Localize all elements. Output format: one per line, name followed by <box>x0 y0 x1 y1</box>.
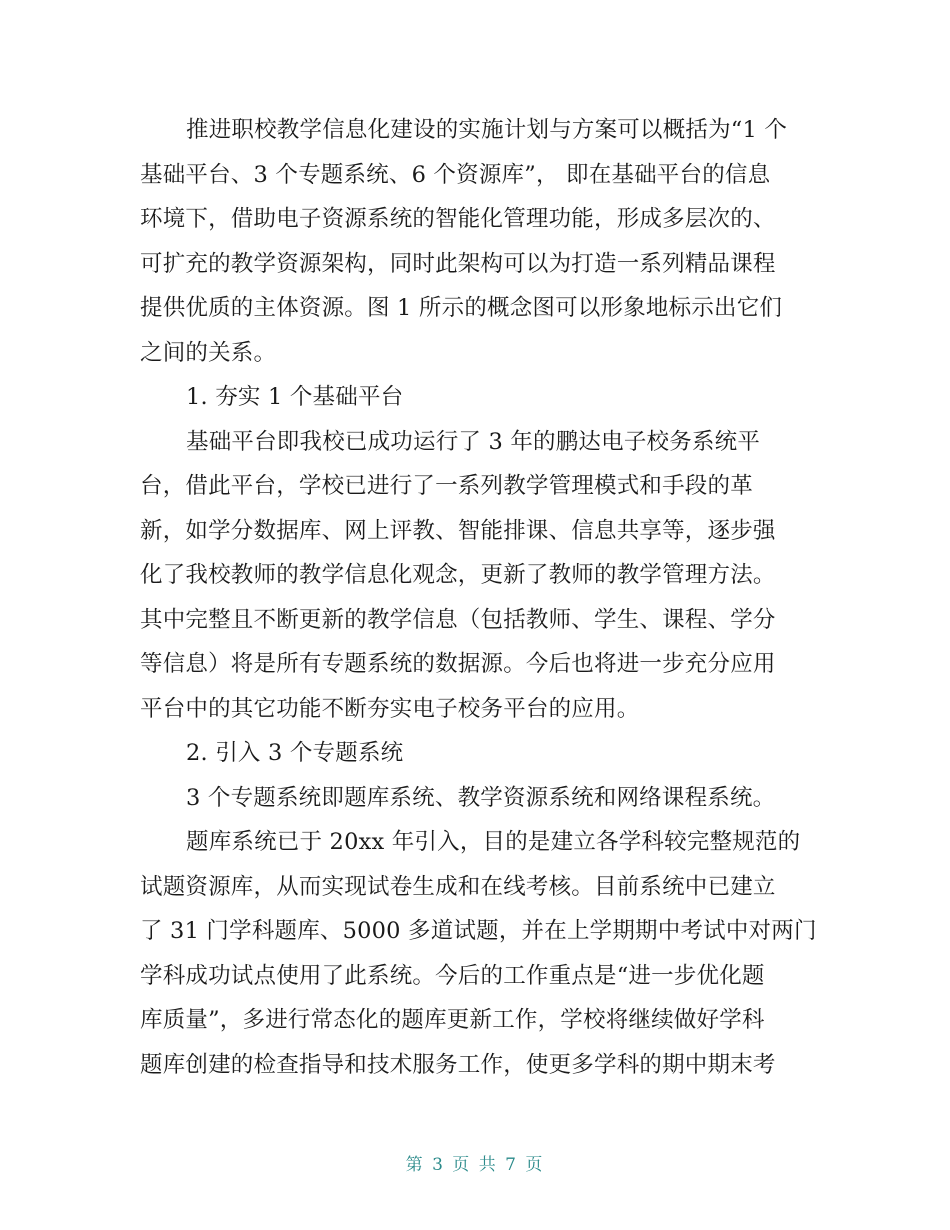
text-line: 环境下，借助电子资源系统的智能化管理功能，形成多层次的、 <box>140 206 776 232</box>
text-line: 基础平台即我校已成功运行了 3 年的鹏达电子校务系统平 <box>186 428 761 455</box>
section-heading: 2. 引入 3 个专题系统 <box>186 740 404 766</box>
body-text <box>140 108 817 1087</box>
text-line: 提供优质的主体资源。图 1 所示的概念图可以形象地标示出它们 <box>140 295 783 321</box>
text-line: 试题资源库，从而实现试卷生成和在线考核。目前系统中已建立 <box>140 873 776 900</box>
text-line: 台，借此平台，学校已进行了一系列教学管理模式和手段的革 <box>140 473 753 499</box>
text-line: 3 个专题系统即题库系统、教学资源系统和网络课程系统。 <box>186 784 776 811</box>
text-line: 化了我校教师的教学信息化观念，更新了教师的教学管理方法。 <box>140 562 776 588</box>
text-line: 新，如学分数据库、网上评教、智能排课、信息共享等，逐步强 <box>140 517 776 544</box>
text-line: 平台中的其它功能不断夯实电子校务平台的应用。 <box>140 695 640 722</box>
text-line: 推进职校教学信息化建设的实施计划与方案可以概括为“1 个 <box>186 117 788 143</box>
text-line: 基础平台、3 个专题系统、6 个资源库”， 即在基础平台的信息 <box>140 161 771 188</box>
text-line: 了 31 门学科题库、5000 多道试题，并在上学期期中考试中对两门 <box>140 918 817 944</box>
text-line: 其中完整且不断更新的教学信息（包括教师、学生、课程、学分 <box>140 606 776 633</box>
page-number-footer: 第 3 页 共 7 页 <box>405 1155 545 1175</box>
text-line: 之间的关系。 <box>140 339 277 366</box>
text-line: 题库创建的检查指导和技术服务工作，使更多学科的期中期末考 <box>140 1051 776 1078</box>
text-line: 等信息）将是所有专题系统的数据源。今后也将进一步充分应用 <box>140 651 776 677</box>
text-line: 库质量”，多进行常态化的题库更新工作，学校将继续做好学科 <box>140 1007 765 1033</box>
text-line: 可扩充的教学资源架构，同时此架构可以为打造一系列精品课程 <box>140 250 776 277</box>
text-line: 学科成功试点使用了此系统。今后的工作重点是“进一步优化题 <box>140 962 765 989</box>
section-heading: 1. 夯实 1 个基础平台 <box>186 384 404 410</box>
text-line: 题库系统已于 20xx 年引入，目的是建立各学科较完整规范的 <box>186 829 801 855</box>
